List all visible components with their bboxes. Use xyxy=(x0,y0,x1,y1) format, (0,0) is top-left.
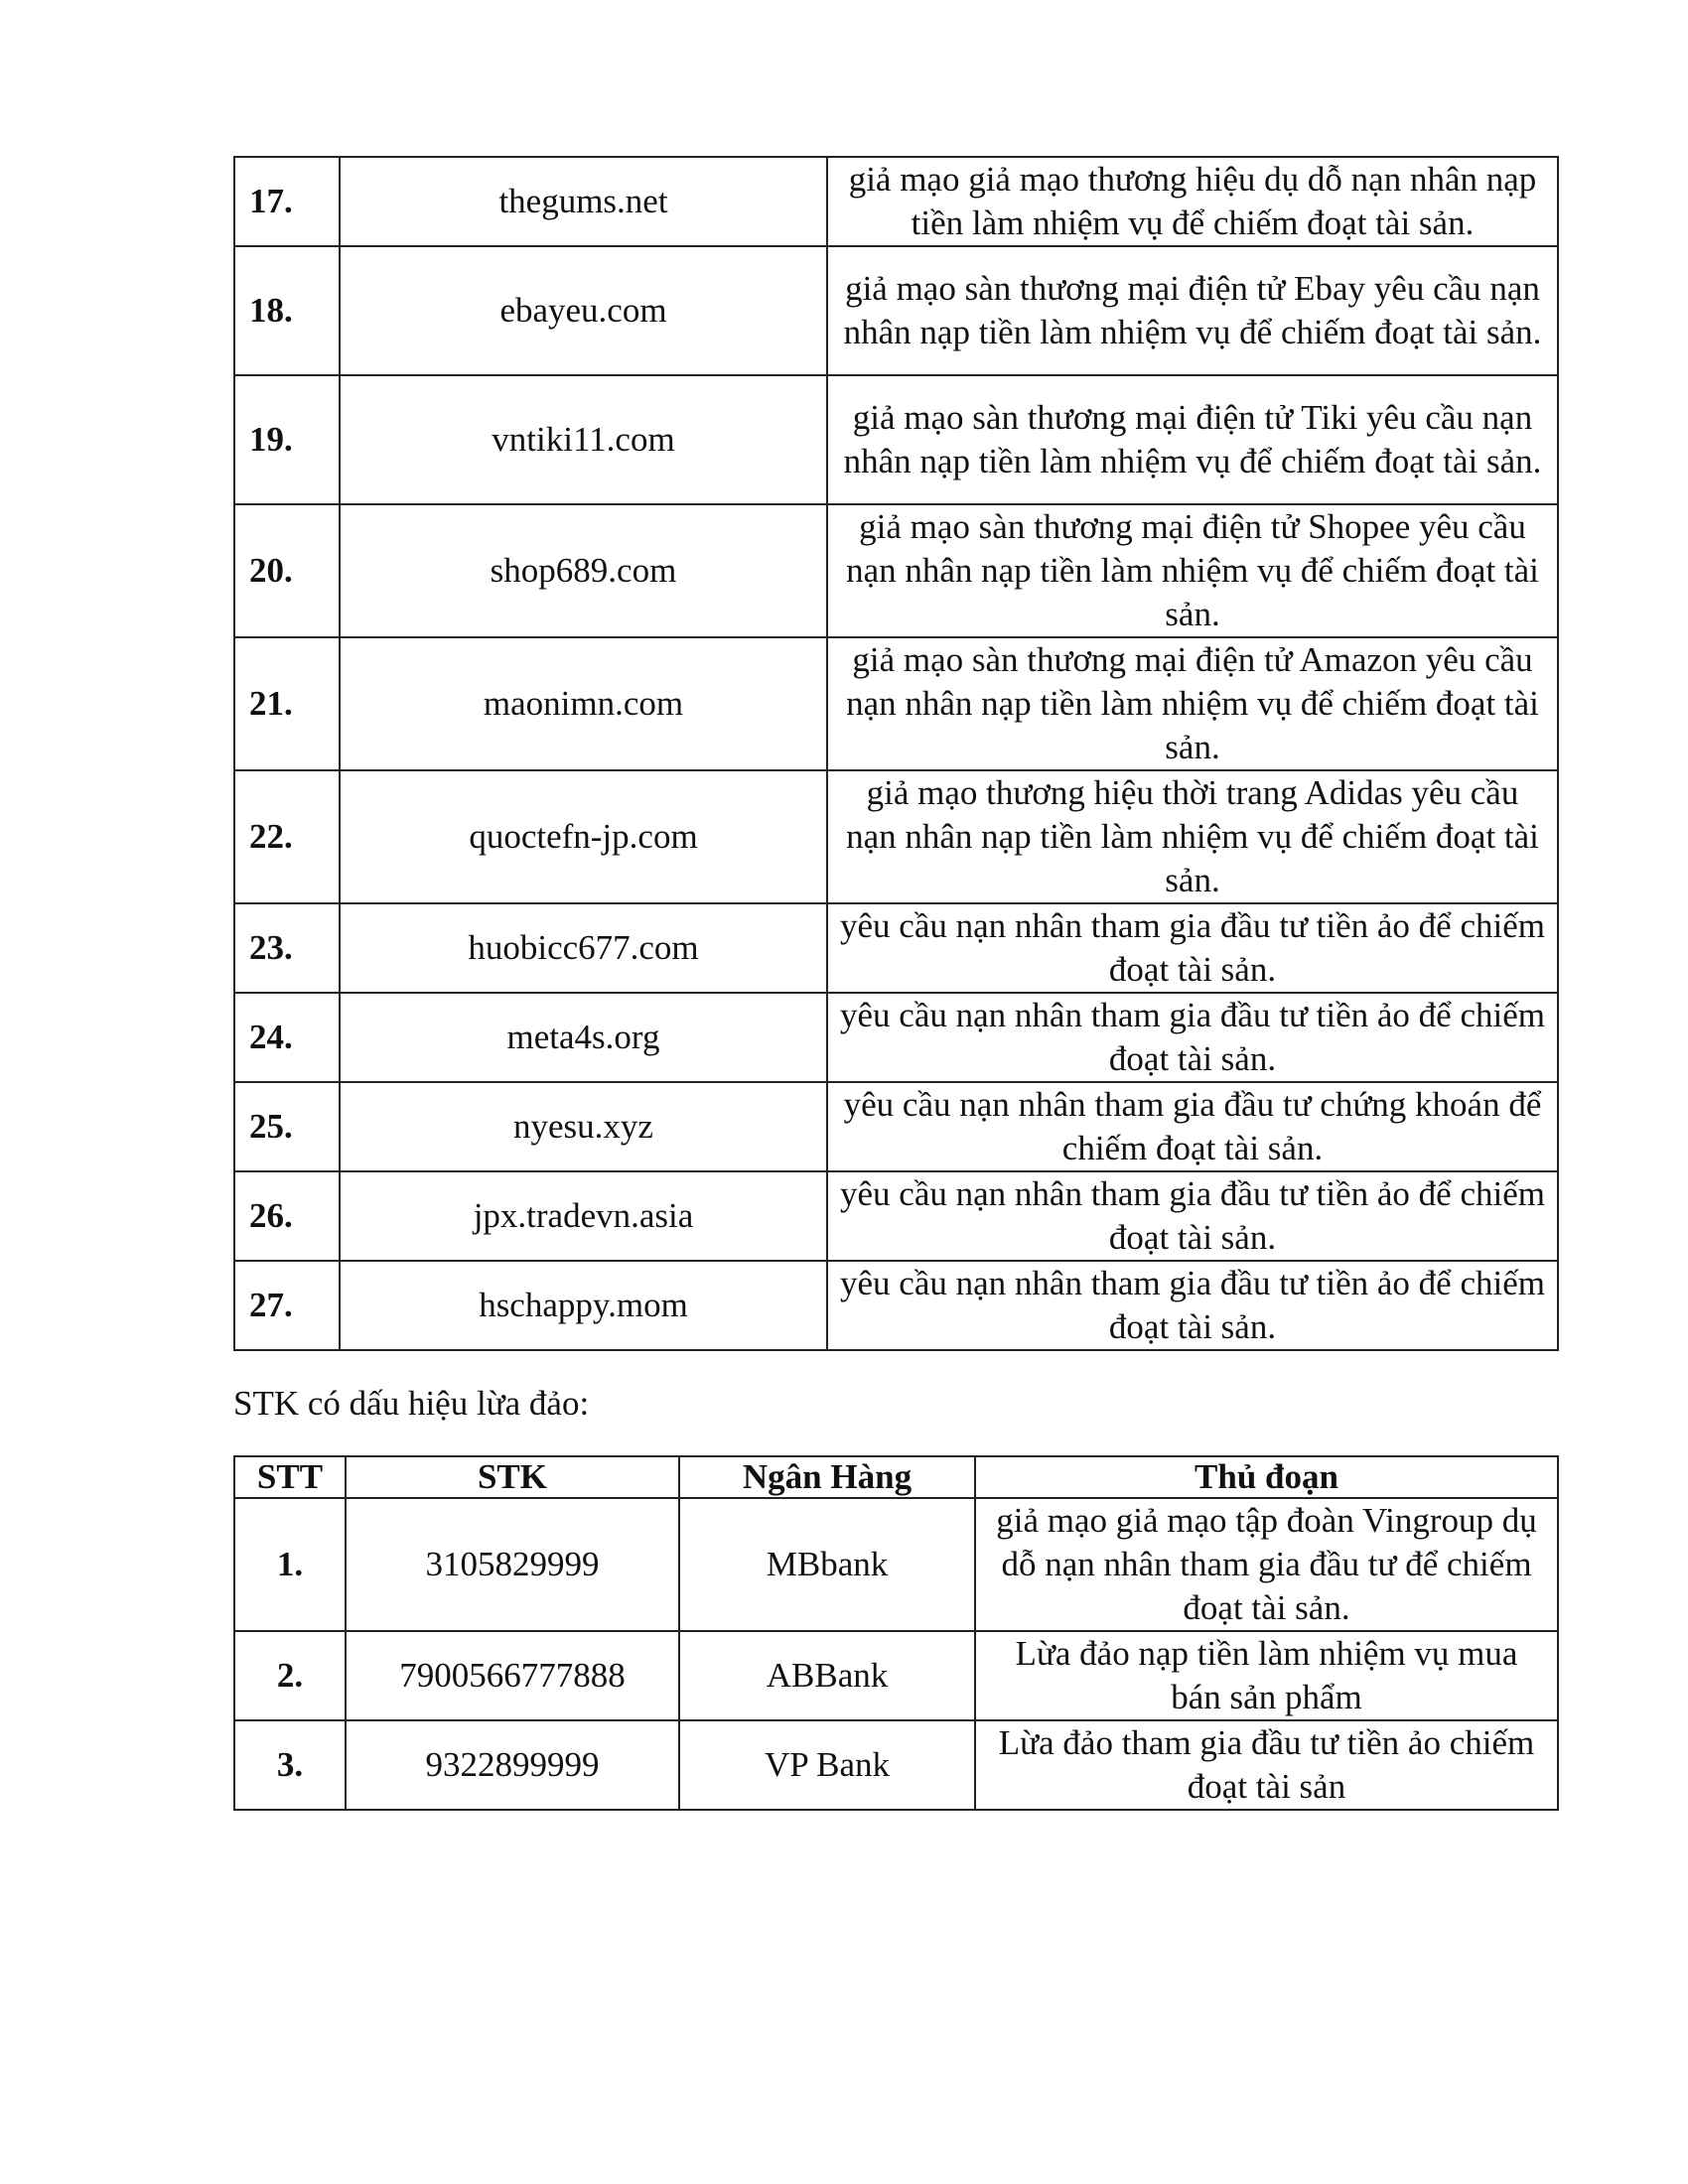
domain-cell: hschappy.mom xyxy=(340,1261,827,1350)
description-cell: yêu cầu nạn nhân tham gia đầu tư tiền ảo để chiếm đoạt tài sản. xyxy=(827,1261,1558,1350)
description-cell: giả mạo giả mạo thương hiệu dụ dỗ nạn nhân nạp tiền làm nhiệm vụ để chiếm đoạt tài sản. xyxy=(827,157,1558,246)
table-row xyxy=(234,770,1558,903)
domain-cell: maonimn.com xyxy=(340,637,827,770)
method-cell: giả mạo giả mạo tập đoàn Vingroup dụ dỗ nạn nhân tham gia đầu tư để chiếm đoạt tài sản. xyxy=(975,1498,1558,1631)
table-row xyxy=(234,637,1558,770)
column-header-stt: STT xyxy=(234,1456,346,1498)
row-number: 2. xyxy=(234,1631,346,1720)
row-number: 27. xyxy=(234,1261,340,1350)
domain-cell: thegums.net xyxy=(340,157,827,246)
method-cell: Lừa đảo tham gia đầu tư tiền ảo chiếm đoạt tài sản xyxy=(975,1720,1558,1810)
row-number: 18. xyxy=(234,246,340,375)
domain-cell: huobicc677.com xyxy=(340,903,827,993)
scam-accounts-table xyxy=(233,1455,1559,1811)
domain-cell: jpx.tradevn.asia xyxy=(340,1171,827,1261)
row-number: 24. xyxy=(234,993,340,1082)
description-cell: yêu cầu nạn nhân tham gia đầu tư tiền ảo để chiếm đoạt tài sản. xyxy=(827,903,1558,993)
table-row xyxy=(234,903,1558,993)
account-number-cell: 7900566777888 xyxy=(346,1631,679,1720)
row-number: 1. xyxy=(234,1498,346,1631)
table-row xyxy=(234,1720,1558,1810)
bank-cell: MBbank xyxy=(679,1498,975,1631)
column-header-method: Thủ đoạn xyxy=(975,1456,1558,1498)
domain-cell: nyesu.xyz xyxy=(340,1082,827,1171)
scam-domains-table xyxy=(233,156,1559,1351)
account-number-cell: 9322899999 xyxy=(346,1720,679,1810)
table-row xyxy=(234,1082,1558,1171)
row-number: 17. xyxy=(234,157,340,246)
table-row xyxy=(234,1498,1558,1631)
table-row xyxy=(234,504,1558,637)
description-cell: yêu cầu nạn nhân tham gia đầu tư chứng khoán để chiếm đoạt tài sản. xyxy=(827,1082,1558,1171)
bank-cell: VP Bank xyxy=(679,1720,975,1810)
table-row xyxy=(234,375,1558,504)
table-row xyxy=(234,1261,1558,1350)
row-number: 19. xyxy=(234,375,340,504)
domain-cell: ebayeu.com xyxy=(340,246,827,375)
method-cell: Lừa đảo nạp tiền làm nhiệm vụ mua bán sản phẩm xyxy=(975,1631,1558,1720)
account-number-cell: 3105829999 xyxy=(346,1498,679,1631)
column-header-stk: STK xyxy=(346,1456,679,1498)
description-cell: yêu cầu nạn nhân tham gia đầu tư tiền ảo để chiếm đoạt tài sản. xyxy=(827,1171,1558,1261)
domain-cell: vntiki11.com xyxy=(340,375,827,504)
description-cell: giả mạo sàn thương mại điện tử Ebay yêu cầu nạn nhân nạp tiền làm nhiệm vụ để chiếm đoạt tài sản. xyxy=(827,246,1558,375)
row-number: 23. xyxy=(234,903,340,993)
row-number: 26. xyxy=(234,1171,340,1261)
table-row xyxy=(234,993,1558,1082)
table-row xyxy=(234,1171,1558,1261)
domain-cell: quoctefn-jp.com xyxy=(340,770,827,903)
domain-cell: shop689.com xyxy=(340,504,827,637)
description-cell: yêu cầu nạn nhân tham gia đầu tư tiền ảo để chiếm đoạt tài sản. xyxy=(827,993,1558,1082)
row-number: 20. xyxy=(234,504,340,637)
column-header-bank: Ngân Hàng xyxy=(679,1456,975,1498)
description-cell: giả mạo thương hiệu thời trang Adidas yêu cầu nạn nhân nạp tiền làm nhiệm vụ để chiếm đoạt tài sản. xyxy=(827,770,1558,903)
description-cell: giả mạo sàn thương mại điện tử Tiki yêu cầu nạn nhân nạp tiền làm nhiệm vụ để chiếm đoạt tài sản. xyxy=(827,375,1558,504)
description-cell: giả mạo sàn thương mại điện tử Amazon yêu cầu nạn nhân nạp tiền làm nhiệm vụ để chiếm đoạt tài sản. xyxy=(827,637,1558,770)
table-header-row xyxy=(234,1456,1558,1498)
row-number: 3. xyxy=(234,1720,346,1810)
table-row xyxy=(234,1631,1558,1720)
row-number: 22. xyxy=(234,770,340,903)
table-row xyxy=(234,246,1558,375)
bank-cell: ABBank xyxy=(679,1631,975,1720)
row-number: 25. xyxy=(234,1082,340,1171)
table-row xyxy=(234,157,1558,246)
description-cell: giả mạo sàn thương mại điện tử Shopee yêu cầu nạn nhân nạp tiền làm nhiệm vụ để chiếm đoạt tài sản. xyxy=(827,504,1558,637)
row-number: 21. xyxy=(234,637,340,770)
domain-cell: meta4s.org xyxy=(340,993,827,1082)
section-label: STK có dấu hiệu lừa đảo: xyxy=(233,1384,590,1423)
